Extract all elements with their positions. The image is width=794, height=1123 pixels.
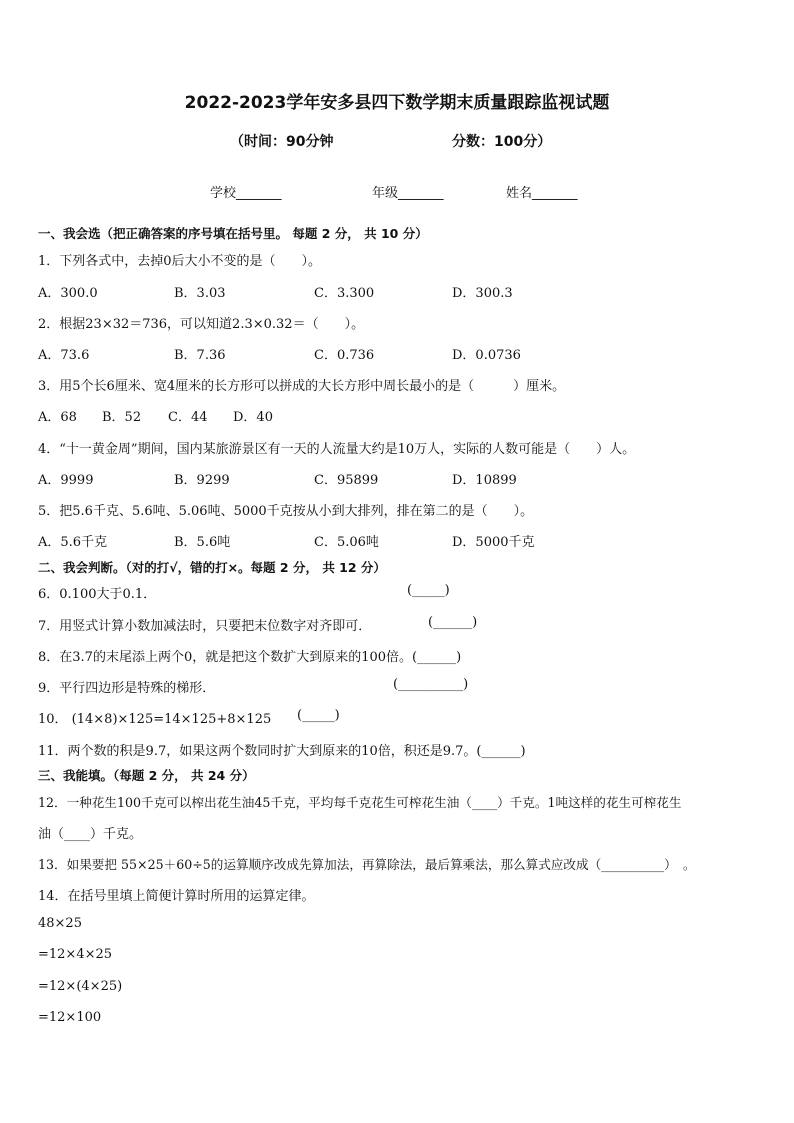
calc-line: 48×25 [38,916,82,931]
question-10: 10． (14×8)×125=14×125+8×125 [38,712,272,727]
question-3: 3．用5个长6厘米、宽4厘米的长方形可以拼成的大长方形中周长最小的是（ ）厘米。 [38,379,566,394]
option: B．5.6吨 [174,535,231,550]
option: A．5.6千克 [38,535,108,550]
option: A．9999 [38,473,94,488]
question-2: 2．根据23×32＝736，可以知道2.3×0.32＝（ ）。 [38,317,365,332]
name-field: 姓名_______ [506,186,578,201]
question-5: 5．把5.6千克、5.6吨、5.06吨、5000千克按从小到大排列，排在第二的是（ ）。 [38,504,534,519]
option: C．95899 [314,473,379,488]
option: B．7.36 [174,348,226,363]
calc-line: =12×4×25 [38,947,113,962]
question-4: 4．“十一黄金周”期间，国内某旅游景区有一天的人流量大约是10万人，实际的人数可能是（ ）人。 [38,442,636,457]
option: C．0.736 [314,348,375,363]
option: B．3.03 [174,286,226,301]
question-11: 11．两个数的积是9.7，如果这两个数同时扩大到原来的10倍，积还是9.7。(______) [38,744,526,759]
question-7: 7．用竖式计算小数加减法时，只要把末位数字对齐即可． [38,619,372,634]
option: A．73.6 [38,348,90,363]
school-field: 学校_______ [210,186,282,201]
section-1-heading: 一、我会选（把正确答案的序号填在括号里。 每题 2 分， 共 10 分） [38,226,428,241]
question-6: 6．0.100大于0.1． [38,587,157,602]
question-13: 13．如果要把 55×25＋60÷5的运算顺序改成先算加法，再算除法，最后算乘法，那么算式应改成（__________） 。 [38,857,696,872]
option: C．44 [168,410,208,425]
question-8: 8．在3.7的末尾添上两个0，就是把这个数扩大到原来的100倍。(______) [38,650,462,665]
option: A．300.0 [38,286,98,301]
answer-blank: (______) [428,615,478,630]
option: B．52 [102,410,142,425]
question-12: 12．一种花生100千克可以榨出花生油45千克，平均每千克花生可榨花生油（____）千克。1吨这样的花生可榨花生 [38,795,682,810]
option: D．5000千克 [452,535,535,550]
question-14: 14．在括号里填上简便计算时所用的运算定律。 [38,889,315,904]
option: D．40 [233,410,273,425]
calc-line: =12×(4×25) [38,979,123,994]
section-3-heading: 三、我能填。（每题 2 分， 共 24 分） [38,768,255,783]
option: D．300.3 [452,286,513,301]
answer-blank: (_____) [297,708,340,723]
option: A．68 [38,410,77,425]
question-12-cont: 油（____）千克。 [38,827,143,842]
answer-blank: (__________) [393,677,469,692]
option: D．0.0736 [452,348,521,363]
option: B．9299 [174,473,230,488]
option: C．5.06吨 [314,535,379,550]
grade-field: 年级_______ [372,186,444,201]
answer-blank: (_____) [407,583,450,598]
calc-line: =12×100 [38,1010,102,1025]
exam-time: （时间：90分钟 [230,134,334,150]
question-9: 9．平行四边形是特殊的梯形． [38,681,216,696]
question-1: 1．下列各式中，去掉0后大小不变的是（ ）。 [38,254,322,269]
section-2-heading: 二、我会判断。（对的打√，错的打×。每题 2 分， 共 12 分） [38,560,386,575]
option: D．10899 [452,473,517,488]
page-title: 2022-2023学年安多县四下数学期末质量跟踪监视试题 [184,93,610,113]
option: C．3.300 [314,286,375,301]
exam-score: 分数：100分） [452,134,552,150]
